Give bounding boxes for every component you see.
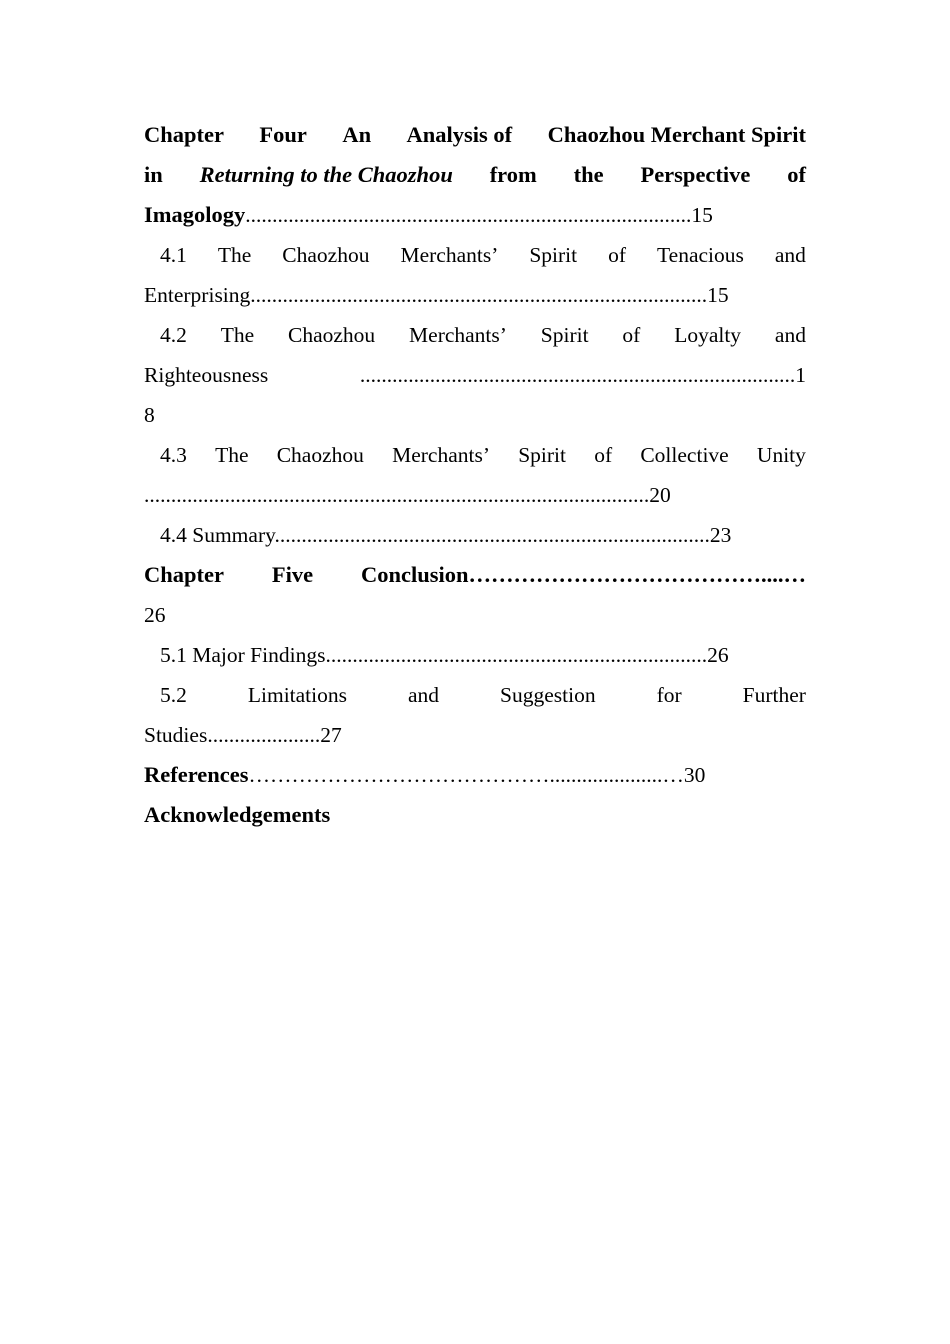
- toc-section-4-1-line-1[interactable]: [144, 235, 806, 275]
- toc-section-number: 4.2: [160, 323, 187, 347]
- toc-word: for: [656, 683, 682, 707]
- toc-word: of: [608, 243, 627, 267]
- toc-section-5-1[interactable]: [144, 635, 806, 675]
- toc-word: and: [774, 323, 806, 347]
- toc-leader-dots: …………………………………….....................…30: [248, 763, 706, 787]
- toc-word: Chapter: [144, 122, 224, 147]
- toc-book-title: Returning to the Chaozhou: [199, 162, 453, 187]
- toc-word: Merchants’: [392, 443, 491, 467]
- toc-leader-dots: .................................................................................1: [359, 363, 806, 387]
- toc-word: The: [217, 243, 252, 267]
- toc-word: Chaozhou: [276, 443, 364, 467]
- toc-word: Collective: [640, 443, 729, 467]
- toc-word: Loyalty: [674, 323, 742, 347]
- toc-section-4-4[interactable]: [144, 515, 806, 555]
- toc-word: and: [407, 683, 440, 707]
- toc-word: Merchants’: [409, 323, 507, 347]
- toc-word: Perspective: [640, 162, 751, 187]
- toc-word: Spirit: [518, 443, 567, 467]
- toc-section-4-3-line-1[interactable]: [144, 435, 806, 475]
- toc-word: the: [573, 162, 604, 187]
- toc-entry-text: 5.1 Major Findings.......................................................................26: [160, 643, 729, 667]
- toc-section-number: 4.3: [160, 443, 187, 467]
- toc-page-number: 26: [144, 603, 166, 627]
- toc-page-number: 8: [144, 403, 155, 427]
- toc-word: from: [489, 162, 537, 187]
- toc-acknowledgements[interactable]: [144, 795, 806, 835]
- toc-word: Imagology: [144, 202, 246, 227]
- toc-word: and: [774, 243, 806, 267]
- toc-word: Suggestion: [500, 683, 596, 707]
- toc-section-4-1-line-2[interactable]: [144, 275, 806, 315]
- toc-word: Merchants’: [400, 243, 499, 267]
- toc-word: Spirit: [540, 323, 589, 347]
- toc-leader-dots: ...................................................................................: [245, 203, 692, 227]
- toc-leader-dots: ..............................................................................................20: [144, 483, 671, 507]
- toc-entry-text: 4.4 Summary.................................................................................23: [160, 523, 732, 547]
- toc-entry-text: Enterprising.....................................................................................15: [144, 283, 729, 307]
- toc-references[interactable]: [144, 755, 806, 795]
- toc-section-4-2-line-1[interactable]: [144, 315, 806, 355]
- toc-word: An: [342, 122, 372, 147]
- toc-word: in: [144, 162, 163, 187]
- toc-chapter-four-line-2[interactable]: [144, 155, 806, 195]
- toc-word: Conclusion…………………………………....…: [360, 562, 806, 587]
- toc-word: Further: [742, 683, 806, 707]
- toc-section-number: 5.2: [160, 683, 187, 707]
- toc-word: Four: [259, 122, 307, 147]
- toc-section-5-2-line-1[interactable]: [144, 675, 806, 715]
- toc-chapter-four-line-1[interactable]: [144, 115, 806, 155]
- toc-word: Chaozhou Merchant Spirit: [547, 122, 806, 147]
- toc-chapter-five-line-2[interactable]: [144, 595, 806, 635]
- toc-word: References: [144, 762, 249, 787]
- toc-word: Analysis of: [406, 122, 513, 147]
- toc-word: Acknowledgements: [144, 802, 331, 827]
- toc-word: Chaozhou: [288, 323, 376, 347]
- toc-section-4-2-line-2[interactable]: [144, 355, 806, 395]
- toc-word: Limitations: [247, 683, 347, 707]
- toc-entry-text: Studies.....................27: [144, 723, 342, 747]
- toc-word: Unity: [756, 443, 806, 467]
- toc-section-4-3-line-2[interactable]: [144, 475, 806, 515]
- toc-word: of: [622, 323, 641, 347]
- toc-word: Tenacious: [657, 243, 744, 267]
- toc-word: The: [220, 323, 255, 347]
- toc-word: Five: [271, 562, 314, 587]
- toc-page-number: 15: [691, 203, 713, 227]
- toc-section-4-2-line-3[interactable]: [144, 395, 806, 435]
- toc-chapter-four-line-3[interactable]: [144, 195, 806, 235]
- toc-section-5-2-line-2[interactable]: [144, 715, 806, 755]
- toc-word: Spirit: [529, 243, 578, 267]
- toc-word: Chaozhou: [282, 243, 370, 267]
- toc-word: of: [787, 162, 806, 187]
- toc-chapter-five-line-1[interactable]: [144, 555, 806, 595]
- toc-word: of: [594, 443, 613, 467]
- toc-section-number: 4.1: [160, 243, 187, 267]
- toc-word: Righteousness: [144, 363, 269, 387]
- toc-word: The: [215, 443, 249, 467]
- toc-word: Chapter: [144, 562, 224, 587]
